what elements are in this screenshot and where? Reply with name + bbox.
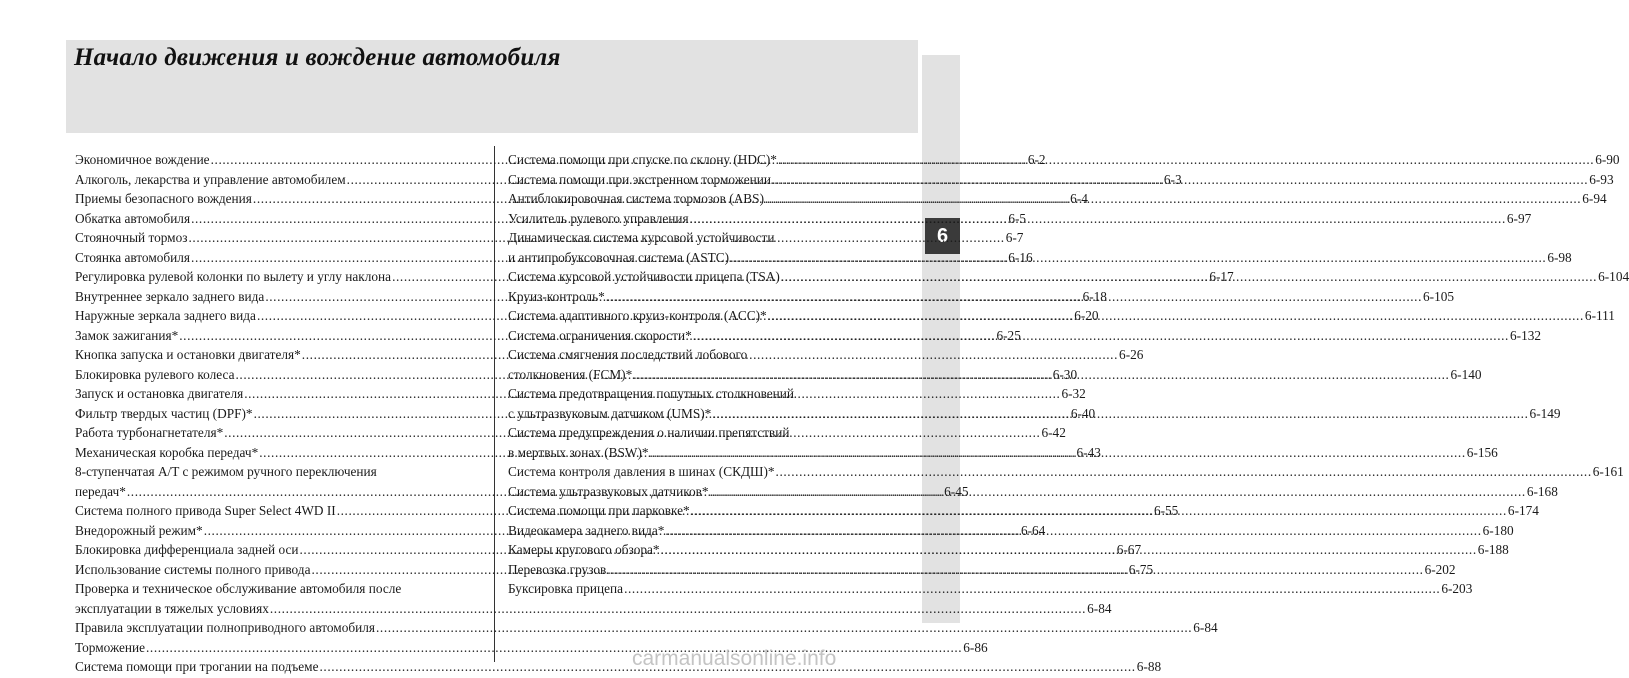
toc-page-number: 6-30 xyxy=(1052,366,1078,382)
toc-entry-title: и антипробуксовочная система (ASTC) xyxy=(508,249,730,265)
toc-dot-leader xyxy=(689,209,1507,229)
toc-entry-title: Камеры кругового обзора* xyxy=(508,542,660,557)
toc-page-number: 6-105 xyxy=(1423,288,1455,304)
toc-entry-title: Система ограничения скорости* xyxy=(508,327,692,343)
toc-page-number: 6-7 xyxy=(1005,230,1024,245)
toc-entry-title: Блокировка рулевого колеса xyxy=(75,366,235,382)
toc-entry-title-line1: Система предотвращения попутных столкновений xyxy=(508,386,795,401)
toc-entry-title-line1: Система смягчения последствий лобового xyxy=(508,347,748,362)
toc-page-number: 6-88 xyxy=(1136,659,1162,674)
toc-page-number: 6-161 xyxy=(1592,464,1624,479)
toc-dot-leader xyxy=(729,248,1547,268)
toc-page-number: 6-98 xyxy=(1547,249,1572,265)
toc-entry-title: Система ультразвуковых датчиков* xyxy=(508,483,709,499)
toc-entry-title: в мертвых зонах (BSW)* xyxy=(508,444,649,460)
toc-entry-title: Блокировка дифференциала задней оси xyxy=(75,542,299,557)
toc-dot-leader xyxy=(692,326,1510,346)
toc-page-number: 6-2 xyxy=(1027,152,1046,167)
toc-page-number: 6-149 xyxy=(1529,405,1561,421)
toc-page-number: 6-55 xyxy=(1153,503,1179,518)
chapter-number-tab[interactable]: 6 xyxy=(925,218,960,254)
toc-page-number: 6-180 xyxy=(1482,522,1514,538)
toc-dot-leader xyxy=(375,618,1193,638)
toc-page-number: 6-188 xyxy=(1477,542,1509,557)
toc-entry-title: Кнопка запуска и остановки двигателя* xyxy=(75,347,301,362)
toc-page-number: 6-64 xyxy=(1020,522,1046,538)
toc-page-number: 6-42 xyxy=(1041,425,1066,440)
toc-entry[interactable] xyxy=(508,579,1473,599)
toc-dot-leader xyxy=(711,404,1529,424)
toc-page-number: 6-93 xyxy=(1589,171,1614,187)
toc-entry-line xyxy=(508,462,1624,482)
toc-page-number: 6-84 xyxy=(1193,620,1218,635)
toc-entry-title: Регулировка рулевой колонки по вылету и углу наклона xyxy=(75,269,392,284)
toc-entry-line xyxy=(508,579,1473,599)
toc-entry-title: Запуск и остановка двигателя xyxy=(75,386,244,401)
toc-dot-leader xyxy=(771,170,1589,190)
toc-entry-line xyxy=(75,638,988,658)
toc-dot-leader xyxy=(709,482,1527,502)
toc-entry-line xyxy=(75,599,1112,619)
toc-dot-leader xyxy=(660,540,1478,560)
toc-page-number: 6-5 xyxy=(1008,210,1027,226)
toc-entry[interactable] xyxy=(75,618,1218,638)
toc-page-number: 6-45 xyxy=(944,483,969,499)
toc-dot-leader xyxy=(269,599,1087,619)
toc-dot-leader xyxy=(606,560,1424,580)
toc-page-number: 6-3 xyxy=(1163,171,1182,187)
watermark: carmanualsonline.info xyxy=(632,647,837,670)
toc-entry-title: Система контроля давления в шинах (СКДШ)* xyxy=(508,464,775,479)
toc-dot-leader xyxy=(623,579,1441,599)
toc-dot-leader xyxy=(690,501,1508,521)
toc-entry-title: Стоянка автомобиля xyxy=(75,249,191,265)
toc-page-number: 6-132 xyxy=(1510,327,1542,343)
toc-dot-leader xyxy=(764,189,1582,209)
toc-dot-leader xyxy=(145,638,963,658)
toc-page-number: 6-20 xyxy=(1074,308,1099,323)
toc-entry-title: Внутреннее зеркало заднего вида xyxy=(75,288,265,304)
toc-entry-title: Правила эксплуатации полноприводного автомобиля xyxy=(75,620,375,635)
toc-dot-leader xyxy=(777,150,1595,170)
toc-entry-title: Видеокамера заднего вида* xyxy=(508,522,665,538)
toc-page-number: 6-202 xyxy=(1424,561,1456,577)
toc-entry-title: Экономичное вождение xyxy=(75,152,210,167)
toc-entry-title: Приемы безопасного вождения xyxy=(75,191,252,206)
toc-page-number: 6-75 xyxy=(1128,561,1154,577)
toc-entry-title: Перевозка грузов xyxy=(508,561,607,577)
toc-page-number: 6-90 xyxy=(1595,152,1620,167)
toc-entry-title: Фильтр твердых частиц (DPF)* xyxy=(75,405,253,421)
toc-page-number: 6-18 xyxy=(1082,288,1107,304)
toc-entry-title: Наружные зеркала заднего вида xyxy=(75,308,256,323)
toc-page-number: 6-17 xyxy=(1209,269,1234,284)
toc-entry-title: Усилитель рулевого управления xyxy=(508,210,689,226)
toc-dot-leader xyxy=(664,521,1482,541)
toc-entry-title: столкновения (FCM)* xyxy=(508,366,633,382)
toc-dot-leader xyxy=(632,365,1450,385)
toc-entry-title: Система помощи при парковке* xyxy=(508,503,690,518)
toc-dot-leader xyxy=(767,306,1585,326)
toc-entry-title: с ультразвуковым датчиком (UMS)* xyxy=(508,405,712,421)
toc-page-number: 6-156 xyxy=(1466,444,1498,460)
toc-entry-title: Система помощи при экстренном торможении xyxy=(508,171,771,187)
toc-entry[interactable] xyxy=(508,462,1624,482)
toc-entry-title: Работа турбонагнетателя* xyxy=(75,425,224,440)
toc-page-number: 6-26 xyxy=(1119,347,1144,362)
toc-page-number: 6-25 xyxy=(996,327,1021,343)
toc-page-number: 6-67 xyxy=(1116,542,1142,557)
toc-entry-title: Система помощи при спуске по склону (HDC)* xyxy=(508,152,777,167)
toc-entry-title: Алкоголь, лекарства и управление автомобилем xyxy=(75,171,346,187)
toc-entry-title: передач* xyxy=(75,483,126,499)
toc-page-number: 6-140 xyxy=(1450,366,1482,382)
toc-dot-leader xyxy=(780,267,1598,287)
toc-dot-leader xyxy=(649,443,1467,463)
toc-entry-title: Механическая коробка передач* xyxy=(75,444,259,460)
toc-entry-title: Антиблокировочная система тормозов (ABS) xyxy=(508,191,764,206)
toc-page-number: 6-174 xyxy=(1507,503,1539,518)
toc-page-number: 6-111 xyxy=(1584,308,1615,323)
toc-dot-leader xyxy=(775,462,1593,482)
toc-entry-title: Замок зажигания* xyxy=(75,327,179,343)
toc-entry-title: Система курсовой устойчивости прицепа (TSA) xyxy=(508,269,780,284)
toc-entry-title: Обкатка автомобиля xyxy=(75,210,191,226)
toc-entry-title-line1: Система предупреждения о наличии препятствий xyxy=(508,425,790,440)
toc-page-number: 6-40 xyxy=(1070,405,1096,421)
toc-entry-title: Круиз-контроль* xyxy=(508,288,605,304)
toc-entry-title: Стояночный тормоз xyxy=(75,230,188,245)
toc-entry-title-line1: Динамическая система курсовой устойчивости xyxy=(508,230,775,245)
toc-page-number: 6-43 xyxy=(1076,444,1101,460)
toc-page-number: 6-104 xyxy=(1598,269,1629,284)
toc-page-number: 6-32 xyxy=(1061,386,1086,401)
toc-dot-leader xyxy=(605,287,1423,307)
toc-entry-title: Система адаптивного круиз-контроля (ACC)* xyxy=(508,308,767,323)
toc-page-number: 6-84 xyxy=(1087,600,1112,616)
toc-page-number: 6-168 xyxy=(1526,483,1558,499)
toc-page-number: 6-203 xyxy=(1441,581,1473,596)
toc-entry-title: эксплуатации в тяжелых условиях xyxy=(75,600,269,616)
chapter-title: Начало движения и вождение автомобиля xyxy=(74,44,561,71)
toc-page-number: 6-97 xyxy=(1506,210,1532,226)
toc-entry-title-line1: Проверка и техническое обслуживание автомобиля после xyxy=(75,581,402,596)
toc-entry-title: Внедорожный режим* xyxy=(75,522,203,538)
toc-entry-title: Система полного привода Super Select 4WD II xyxy=(75,503,336,518)
toc-page-number: 6-4 xyxy=(1070,191,1088,206)
toc-entry-title: Буксировка прицепа xyxy=(508,581,624,596)
toc-entry-title: Система помощи при трогании на подъеме xyxy=(75,659,319,674)
toc-page-number: 6-16 xyxy=(1008,249,1033,265)
toc-page-number: 6-86 xyxy=(963,639,988,655)
toc-entry[interactable] xyxy=(75,638,988,658)
toc-entry-title: Использование системы полного привода xyxy=(75,561,311,577)
toc-entry-line xyxy=(75,618,1218,638)
toc-entry-title: Торможение xyxy=(75,639,145,655)
toc-entry-title-line1: 8-ступенчатая A/T с режимом ручного переключения xyxy=(75,464,377,479)
toc-page-number: 6-94 xyxy=(1582,191,1607,206)
